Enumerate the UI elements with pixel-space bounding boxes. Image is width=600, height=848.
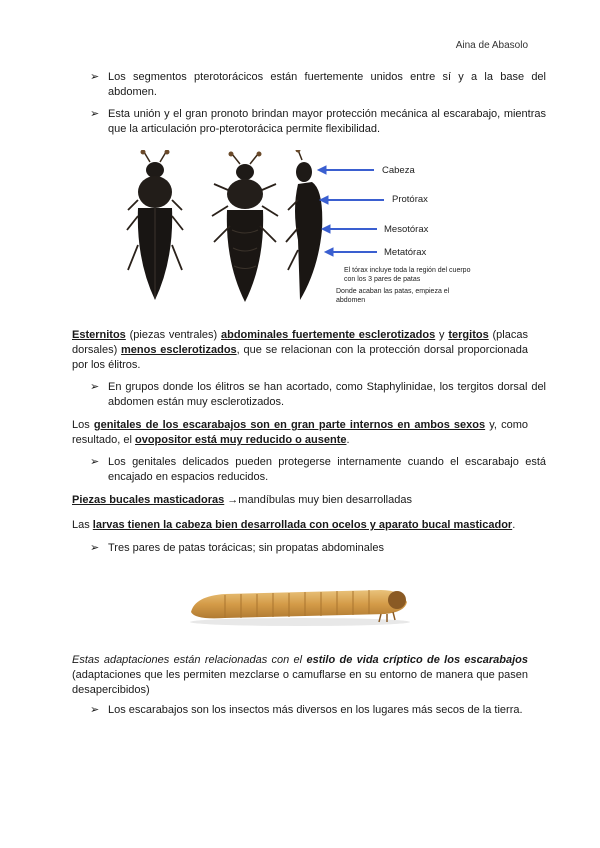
beetle-figure bbox=[122, 150, 472, 310]
bullet-arrow-icon: ➢ bbox=[90, 381, 100, 393]
term-larvas: larvas tienen la cabeza bien desarrollada con ocelos y aparato bucal masticador bbox=[92, 519, 513, 531]
term-tergitos: tergitos bbox=[448, 329, 489, 341]
bullet-segmentos bbox=[90, 70, 546, 100]
text-span: . bbox=[512, 519, 516, 531]
term-estilo-criptico: estilo de vida críptico de los escarabajos bbox=[306, 654, 528, 666]
bullet-text: En grupos donde los élitros se han acortado, como Staphylinidae, los tergitos dorsal del abdomen están muy esclerotizados. bbox=[108, 381, 546, 408]
bullet-patas bbox=[90, 541, 546, 556]
term-menos-esclerotizados: menos esclerotizados bbox=[121, 344, 237, 356]
term-abdominales: abdominales fuertemente esclerotizados bbox=[220, 329, 436, 341]
paragraph-esternitos bbox=[72, 328, 528, 373]
beetle-ventral-image bbox=[212, 152, 278, 303]
text-span: , que se relacionan con la protección dorsal proporcionada por los élitros. bbox=[72, 344, 528, 371]
term-piezas-bucales: Piezas bucales masticadoras bbox=[72, 494, 225, 506]
bullet-arrow-icon: ➢ bbox=[90, 542, 100, 554]
text-span: (adaptaciones que les permiten mezclarse o camuflarse en su entorno de manera que pasen desapercibidos) bbox=[72, 669, 528, 696]
term-genitales: genitales de los escarabajos son en gran parte internos en ambos sexos bbox=[93, 419, 486, 431]
figure-note-abdomen: Donde acaban las patas, empieza el abdomen bbox=[336, 288, 450, 304]
beetle-lateral-image bbox=[286, 150, 322, 300]
larva-image bbox=[185, 578, 415, 628]
term-ovopositor: ovopositor está muy reducido o ausente bbox=[134, 434, 347, 446]
text-span: Los bbox=[72, 419, 94, 431]
text-span: y, como resultado, el bbox=[72, 419, 528, 446]
text-span: . bbox=[346, 434, 350, 446]
author-name: Aina de Abasolo bbox=[455, 40, 528, 51]
label-protorax: Protórax bbox=[392, 194, 428, 205]
text-span: Estas adaptaciones están relacionadas con el bbox=[72, 654, 307, 666]
beetle-dorsal-image bbox=[127, 150, 183, 300]
bullet-diversos bbox=[90, 703, 546, 718]
text-span: →mandíbulas muy bien desarrolladas bbox=[224, 494, 412, 506]
text-span: Las bbox=[72, 519, 93, 531]
paragraph-larvas bbox=[72, 518, 528, 533]
text-span: (placas dorsales) bbox=[72, 329, 528, 356]
paragraph-genitales bbox=[72, 418, 528, 448]
bullet-arrow-icon: ➢ bbox=[90, 456, 100, 468]
label-mesotorax: Mesotórax bbox=[384, 224, 429, 235]
bullet-text: Esta unión y el gran pronoto brindan mayor protección mecánica al escarabajo, mientras que la articulación pro-pterotorácica permite flexibilidad. bbox=[108, 108, 546, 135]
larva-illustration bbox=[185, 578, 415, 628]
paragraph-piezas-bucales bbox=[72, 493, 528, 508]
bullet-arrow-icon: ➢ bbox=[90, 108, 100, 120]
term-esternitos: Esternitos bbox=[72, 329, 126, 341]
bullet-union bbox=[90, 107, 546, 137]
text-span: (piezas ventrales) bbox=[125, 329, 221, 341]
bullet-genitales-delicados bbox=[90, 455, 546, 485]
bullet-arrow-icon: ➢ bbox=[90, 71, 100, 83]
bullet-text: Tres pares de patas torácicas; sin propatas abdominales bbox=[108, 542, 384, 554]
bullet-arrow-icon: ➢ bbox=[90, 704, 100, 716]
figure-note-torax: El tórax incluye toda la región del cuerpo con los 3 pares de patas bbox=[344, 267, 471, 283]
bullet-text: Los genitales delicados pueden protegerse internamente cuando el escarabajo está encajado en espacios reducidos. bbox=[108, 456, 546, 483]
label-cabeza: Cabeza bbox=[382, 165, 415, 176]
text-span: y bbox=[435, 329, 449, 341]
bullet-text: Los escarabajos son los insectos más diversos en los lugares más secos de la tierra. bbox=[108, 704, 523, 716]
label-metatorax: Metatórax bbox=[384, 247, 427, 258]
figure-arrows bbox=[318, 166, 384, 256]
bullet-staphylinidae bbox=[90, 380, 546, 410]
bullet-text: Los segmentos pterotorácicos están fuertemente unidos entre sí y a la base del abdomen. bbox=[108, 71, 546, 98]
paragraph-adaptaciones bbox=[72, 653, 528, 698]
